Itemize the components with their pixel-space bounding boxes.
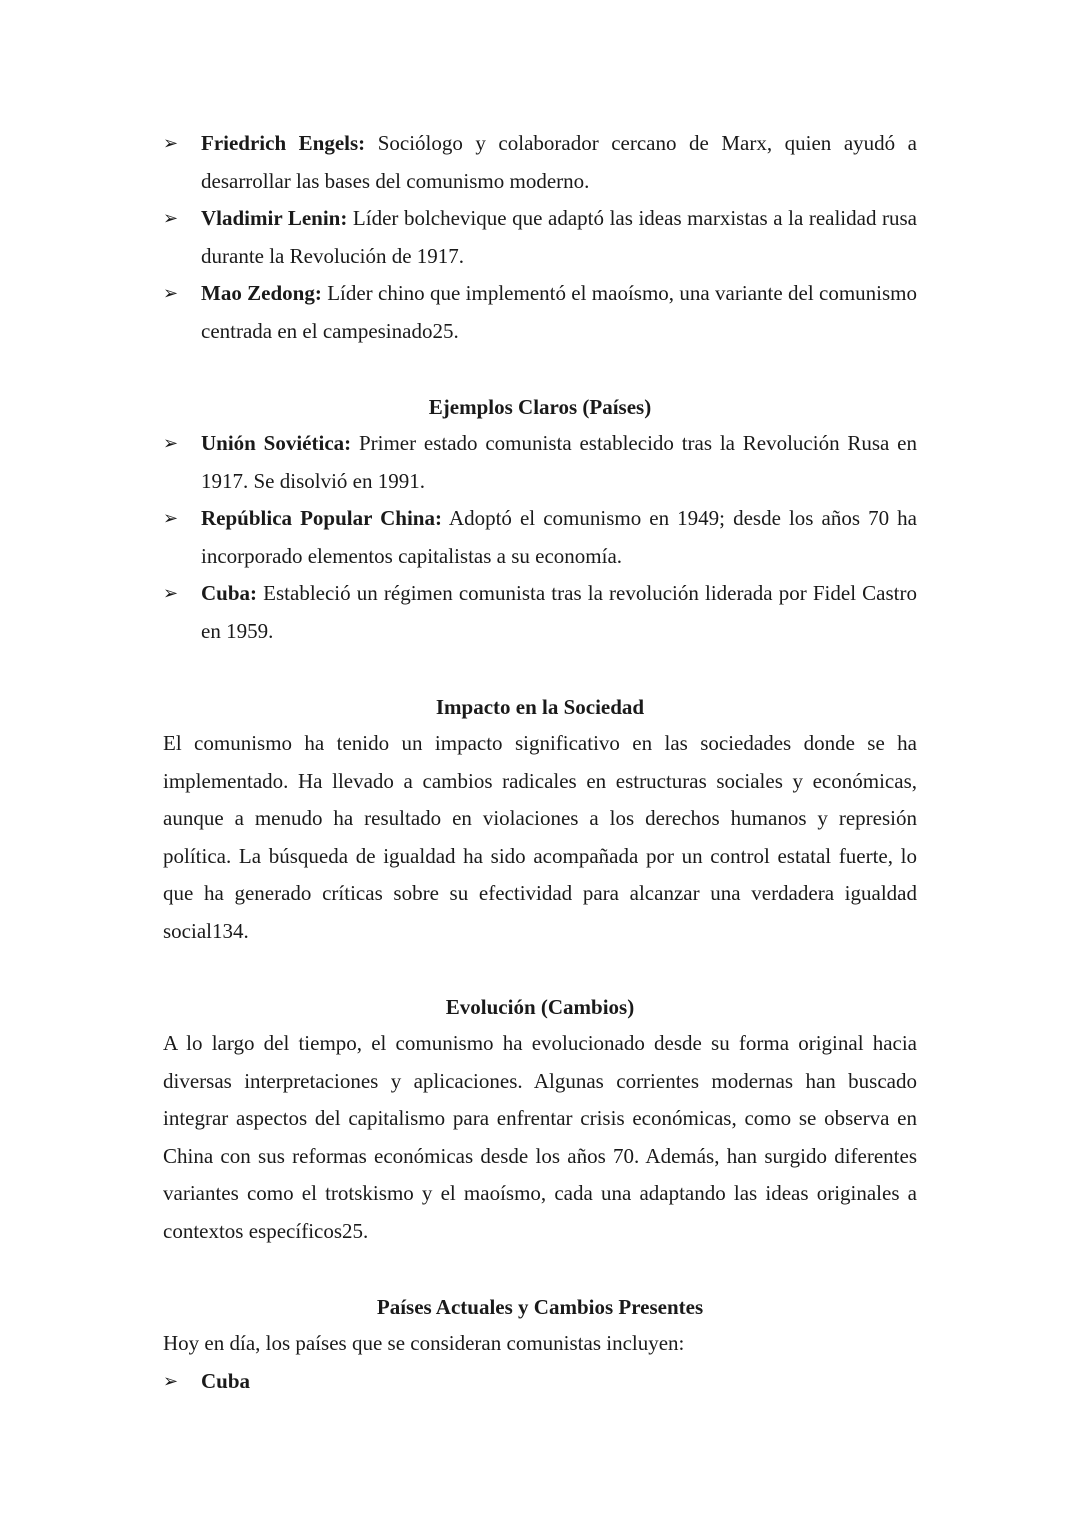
leader-description: Líder chino que implementó el maoísmo, una variante del comunismo centrada en el campesinado25.: [201, 281, 918, 343]
country-description: Primer estado comunista establecido tras la Revolución Rusa en 1917. Se disolvió en 1991.: [201, 431, 917, 493]
leader-name: Mao Zedong:: [201, 281, 322, 305]
list-item: [163, 500, 917, 575]
list-item: [163, 425, 917, 500]
country-description: Estableció un régimen comunista tras la revolución liderada por Fidel Castro en 1959.: [201, 581, 918, 643]
evolution-paragraph: A lo largo del tiempo, el comunismo ha evolucionado desde su forma original hacia diversas interpretaciones y aplicaciones. Algunas corrientes modernas han buscado integrar aspectos del capitalismo para enfrentar crisis económicas, como se observa en China con sus reformas económicas desde los años 70. Además, han surgido diferentes variantes como el trotskismo y el maoísmo, cada una adaptando las ideas originales a contextos específicos25.: [163, 1031, 917, 1243]
list-item: [163, 125, 917, 200]
leader-description: Sociólogo y colaborador cercano de Marx, quien ayudó a desarrollar las bases del comunismo moderno.: [201, 131, 917, 193]
country-name: Unión Soviética:: [201, 431, 352, 455]
country-name: República Popular China:: [201, 506, 442, 530]
arrow-bullet-icon: ➢: [163, 208, 179, 229]
section-heading-impact: Impacto en la Sociedad: [435, 695, 645, 719]
arrow-bullet-icon: ➢: [163, 133, 179, 154]
country-name: Cuba: [201, 1369, 251, 1393]
leader-description: Líder bolchevique que adaptó las ideas marxistas a la realidad rusa durante la Revolución de 1917.: [201, 206, 917, 268]
leader-name: Vladimir Lenin:: [201, 206, 348, 230]
list-item: [163, 575, 917, 650]
arrow-bullet-icon: ➢: [163, 583, 179, 604]
country-description: Adoptó el comunismo en 1949; desde los años 70 ha incorporado elementos capitalistas a su economía.: [201, 506, 918, 568]
country-name: Cuba:: [201, 581, 258, 605]
list-item: [163, 275, 917, 350]
leader-name: Friedrich Engels:: [201, 131, 366, 155]
arrow-bullet-icon: ➢: [163, 433, 179, 454]
arrow-bullet-icon: ➢: [163, 1371, 179, 1392]
list-item: [163, 1363, 917, 1401]
impact-paragraph: El comunismo ha tenido un impacto significativo en las sociedades donde se ha implementado. Ha llevado a cambios radicales en estructuras sociales y económicas, aunque a menudo ha resultado en violaciones a los derechos humanos y represión política. La búsqueda de igualdad ha sido acompañada por un control estatal fuerte, lo que ha generado críticas sobre su efectividad para alcanzar una verdadera igualdad social134.: [163, 731, 917, 943]
current-intro: Hoy en día, los países que se consideran comunistas incluyen:: [163, 1331, 685, 1355]
section-heading-examples: Ejemplos Claros (Países): [428, 395, 652, 419]
arrow-bullet-icon: ➢: [163, 283, 179, 304]
section-heading-evolution: Evolución (Cambios): [445, 995, 635, 1019]
arrow-bullet-icon: ➢: [163, 508, 179, 529]
list-item: [163, 200, 917, 275]
section-heading-current: Países Actuales y Cambios Presentes: [376, 1295, 704, 1319]
